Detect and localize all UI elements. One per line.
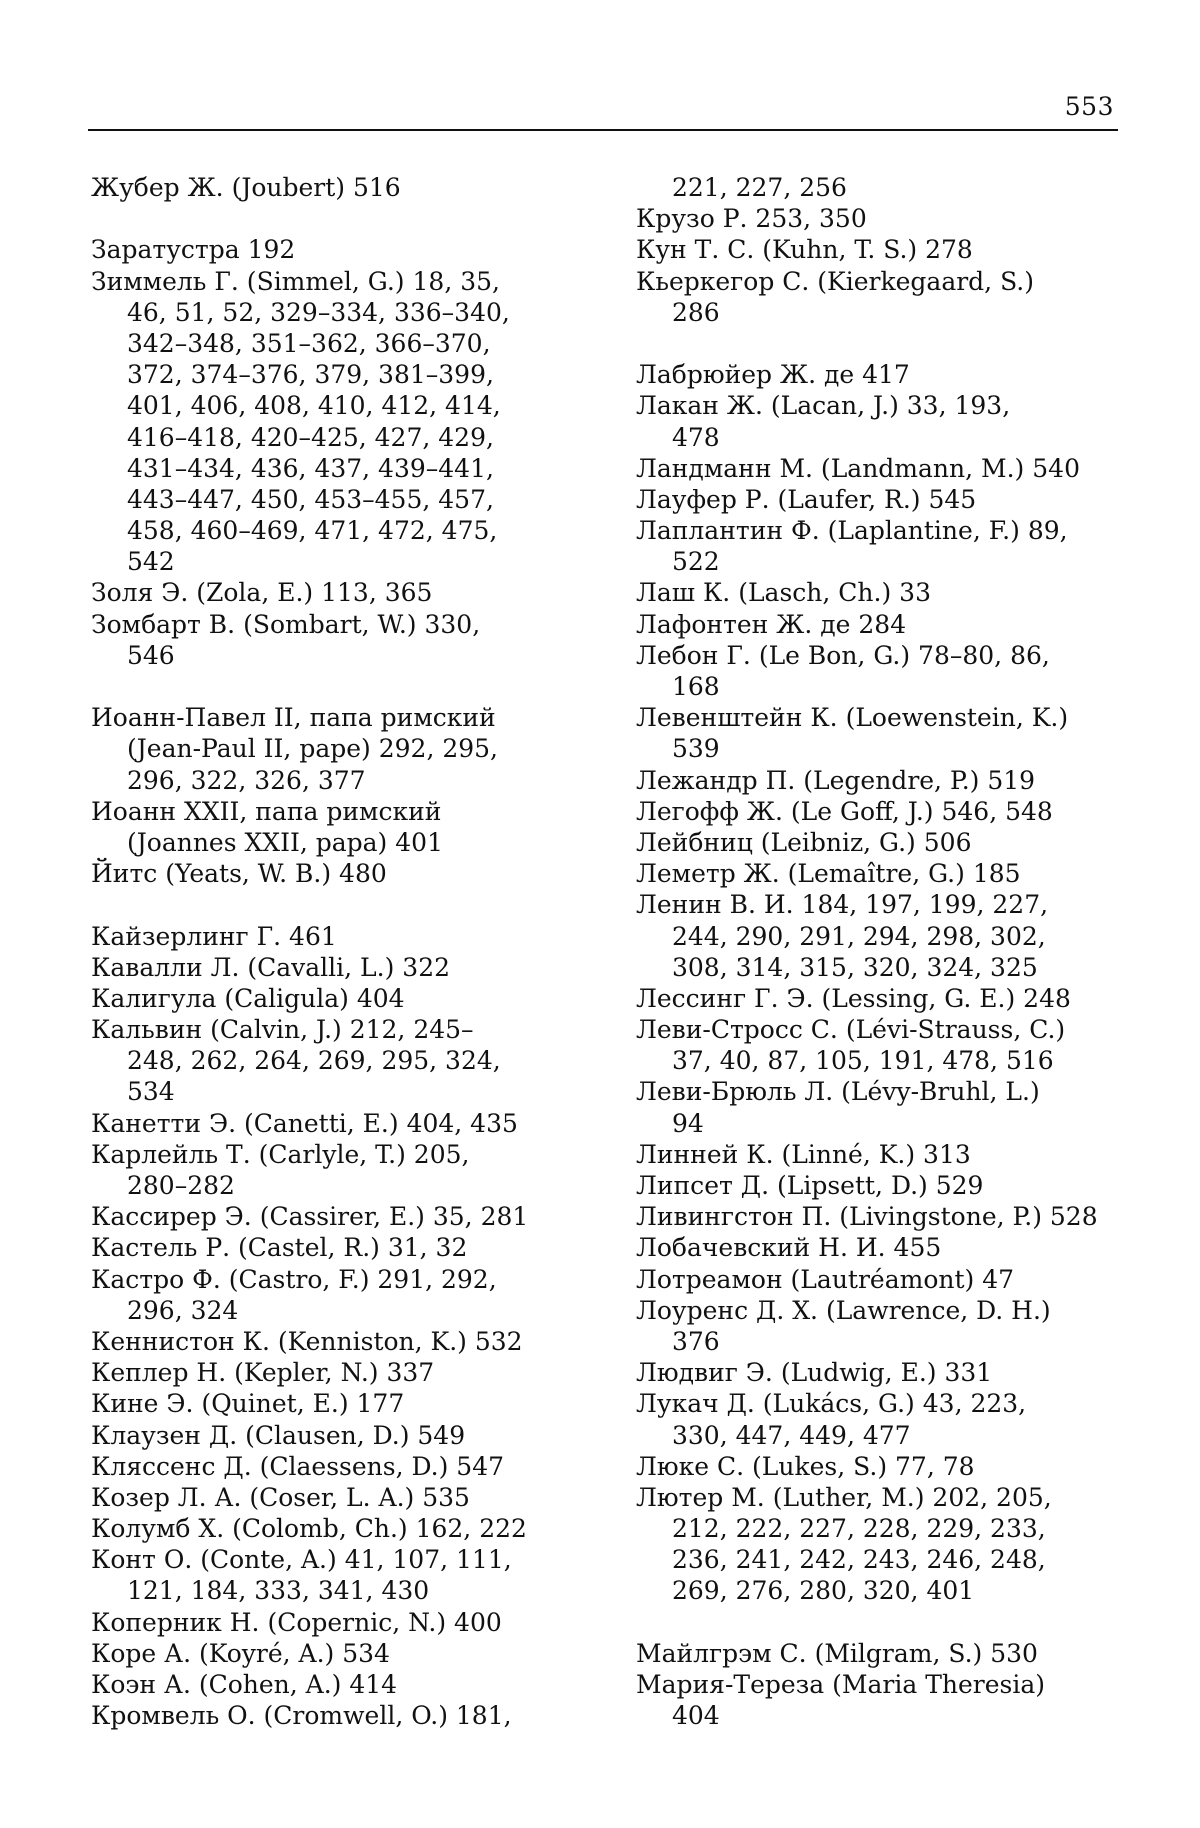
index-entry: Лессинг Г. Э. (Lessing, G. E.) 248 (636, 983, 1136, 1014)
index-entry: Крузо Р. 253, 350 (636, 203, 1136, 234)
index-entry: Канетти Э. (Canetti, E.) 404, 435 (91, 1108, 591, 1139)
index-entry: Леви-Брюль Л. (Lévy-Bruhl, L.) (636, 1076, 1136, 1107)
index-entry: Лакан Ж. (Lacan, J.) 33, 193, (636, 390, 1136, 421)
index-entry: Майлгрэм С. (Milgram, S.) 530 (636, 1638, 1136, 1669)
index-entry: Кайзерлинг Г. 461 (91, 921, 591, 952)
index-entry-continuation: 212, 222, 227, 228, 229, 233, (636, 1513, 1136, 1544)
index-entry: Карлейль Т. (Carlyle, T.) 205, (91, 1139, 591, 1170)
index-entry-continuation: (Joannes XXII, papa) 401 (91, 827, 591, 858)
index-entry: Лежандр П. (Legendre, P.) 519 (636, 765, 1136, 796)
index-entry: Иоанн XXII, папа римский (91, 796, 591, 827)
index-entry-continuation: (Jean-Paul II, pape) 292, 295, (91, 733, 591, 764)
index-entry: Кромвель О. (Cromwell, O.) 181, (91, 1700, 591, 1731)
index-entry: Лебон Г. (Le Bon, G.) 78–80, 86, (636, 640, 1136, 671)
index-entry: Золя Э. (Zola, E.) 113, 365 (91, 577, 591, 608)
index-entry-continuation: 244, 290, 291, 294, 298, 302, (636, 921, 1136, 952)
index-entry: Лаплантин Ф. (Laplantine, F.) 89, (636, 515, 1136, 546)
index-entry-continuation: 37, 40, 87, 105, 191, 478, 516 (636, 1045, 1136, 1076)
index-entry-continuation: 534 (91, 1076, 591, 1107)
index-entry: Кассирер Э. (Cassirer, E.) 35, 281 (91, 1201, 591, 1232)
index-entry: Ландманн М. (Landmann, M.) 540 (636, 453, 1136, 484)
index-entry: Ливингстон П. (Livingstone, P.) 528 (636, 1201, 1136, 1232)
index-entry: Липсет Д. (Lipsett, D.) 529 (636, 1170, 1136, 1201)
index-entry: Кине Э. (Quinet, E.) 177 (91, 1388, 591, 1419)
index-entry: Леметр Ж. (Lemaître, G.) 185 (636, 858, 1136, 889)
index-entry: Коэн А. (Cohen, A.) 414 (91, 1669, 591, 1700)
index-entry-continuation: 539 (636, 733, 1136, 764)
index-entry: Колумб Х. (Colomb, Ch.) 162, 222 (91, 1513, 591, 1544)
index-entry-continuation: 330, 447, 449, 477 (636, 1420, 1136, 1451)
index-entry: Зомбарт В. (Sombart, W.) 330, (91, 609, 591, 640)
index-entry-continuation: 269, 276, 280, 320, 401 (636, 1575, 1136, 1606)
index-entry: Мария-Тереза (Maria Theresia) (636, 1669, 1136, 1700)
index-entry-continuation: 286 (636, 297, 1136, 328)
blank-line (91, 671, 591, 702)
index-entry: Иоанн-Павел II, папа римский (91, 702, 591, 733)
index-entry: Лауфер Р. (Laufer, R.) 545 (636, 484, 1136, 515)
index-entry-continuation: 280–282 (91, 1170, 591, 1201)
index-entry-continuation: 404 (636, 1700, 1136, 1731)
index-column-left (91, 172, 591, 1731)
index-entry: Лобачевский Н. И. 455 (636, 1232, 1136, 1263)
index-entry-continuation: 542 (91, 546, 591, 577)
index-entry: Кавалли Л. (Cavalli, L.) 322 (91, 952, 591, 983)
index-entry-continuation: 94 (636, 1108, 1136, 1139)
index-entry: Лейбниц (Leibniz, G.) 506 (636, 827, 1136, 858)
index-entry: Зиммель Г. (Simmel, G.) 18, 35, (91, 266, 591, 297)
index-entry: Лютер М. (Luther, M.) 202, 205, (636, 1482, 1136, 1513)
index-entry: Ленин В. И. 184, 197, 199, 227, (636, 889, 1136, 920)
header-rule (88, 129, 1118, 131)
index-entry: Лотреамон (Lautréamont) 47 (636, 1264, 1136, 1295)
index-entry-continuation: 308, 314, 315, 320, 324, 325 (636, 952, 1136, 983)
index-entry-continuation: 168 (636, 671, 1136, 702)
index-entry: Лоуренс Д. Х. (Lawrence, D. H.) (636, 1295, 1136, 1326)
index-entry-continuation: 221, 227, 256 (636, 172, 1136, 203)
index-entry: Козер Л. А. (Coser, L. A.) 535 (91, 1482, 591, 1513)
index-entry: Клаузен Д. (Clausen, D.) 549 (91, 1420, 591, 1451)
index-entry: Лабрюйер Ж. де 417 (636, 359, 1136, 390)
index-column-right (636, 172, 1136, 1731)
index-entry-continuation: 431–434, 436, 437, 439–441, (91, 453, 591, 484)
index-entry-continuation: 342–348, 351–362, 366–370, (91, 328, 591, 359)
index-entry: Леви-Стросс С. (Lévi-Strauss, C.) (636, 1014, 1136, 1045)
index-entry: Левенштейн К. (Loewenstein, K.) (636, 702, 1136, 733)
index-entry: Линней К. (Linné, K.) 313 (636, 1139, 1136, 1170)
index-entry-continuation: 416–418, 420–425, 427, 429, (91, 422, 591, 453)
blank-line (636, 1607, 1136, 1638)
index-entry-continuation: 376 (636, 1326, 1136, 1357)
index-entry: Кеплер Н. (Kepler, N.) 337 (91, 1357, 591, 1388)
index-entry-continuation: 546 (91, 640, 591, 671)
index-entry-continuation: 296, 324 (91, 1295, 591, 1326)
index-entry: Лафонтен Ж. де 284 (636, 609, 1136, 640)
index-entry: Кальвин (Calvin, J.) 212, 245– (91, 1014, 591, 1045)
index-entry: Коре А. (Koyré, A.) 534 (91, 1638, 591, 1669)
index-entry-continuation: 443–447, 450, 453–455, 457, (91, 484, 591, 515)
index-entry-continuation: 248, 262, 264, 269, 295, 324, (91, 1045, 591, 1076)
index-entry-continuation: 478 (636, 422, 1136, 453)
index-entry: Людвиг Э. (Ludwig, E.) 331 (636, 1357, 1136, 1388)
index-entry: Легофф Ж. (Le Goff, J.) 546, 548 (636, 796, 1136, 827)
blank-line (91, 889, 591, 920)
index-entry: Коперник Н. (Copernic, N.) 400 (91, 1607, 591, 1638)
index-entry-continuation: 296, 322, 326, 377 (91, 765, 591, 796)
index-entry: Кун Т. С. (Kuhn, T. S.) 278 (636, 234, 1136, 265)
index-entry: Кастель Р. (Castel, R.) 31, 32 (91, 1232, 591, 1263)
index-entry: Кляссенс Д. (Claessens, D.) 547 (91, 1451, 591, 1482)
index-entry: Лаш К. (Lasch, Ch.) 33 (636, 577, 1136, 608)
index-entry: Калигула (Caligula) 404 (91, 983, 591, 1014)
index-entry-continuation: 401, 406, 408, 410, 412, 414, (91, 390, 591, 421)
index-entry-continuation: 458, 460–469, 471, 472, 475, (91, 515, 591, 546)
index-entry: Кастро Ф. (Castro, F.) 291, 292, (91, 1264, 591, 1295)
blank-line (91, 203, 591, 234)
index-entry-continuation: 236, 241, 242, 243, 246, 248, (636, 1544, 1136, 1575)
index-entry: Кьеркегор С. (Kierkegaard, S.) (636, 266, 1136, 297)
index-entry: Жубер Ж. (Joubert) 516 (91, 172, 591, 203)
index-entry-continuation: 372, 374–376, 379, 381–399, (91, 359, 591, 390)
index-entry-continuation: 522 (636, 546, 1136, 577)
page-number: 553 (1065, 92, 1114, 121)
index-entry: Заратустра 192 (91, 234, 591, 265)
blank-line (636, 328, 1136, 359)
index-entry: Йитс (Yeats, W. B.) 480 (91, 858, 591, 889)
index-entry: Лукач Д. (Lukács, G.) 43, 223, (636, 1388, 1136, 1419)
index-entry-continuation: 46, 51, 52, 329–334, 336–340, (91, 297, 591, 328)
index-entry: Люке С. (Lukes, S.) 77, 78 (636, 1451, 1136, 1482)
index-entry: Конт О. (Conte, A.) 41, 107, 111, (91, 1544, 591, 1575)
index-entry-continuation: 121, 184, 333, 341, 430 (91, 1575, 591, 1606)
index-entry: Кеннистон К. (Kenniston, K.) 532 (91, 1326, 591, 1357)
